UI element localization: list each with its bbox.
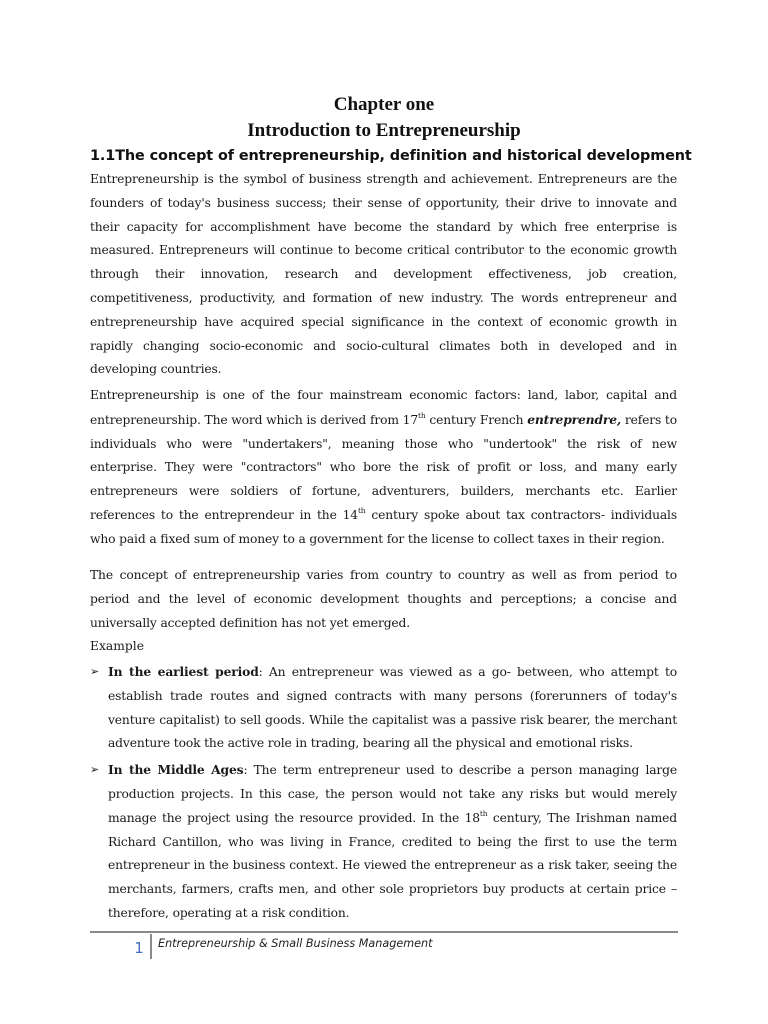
paragraph-2-text-d: century spoke about tax contractors- individuals who paid a fixed sum of money to a government for the license to collect taxes in their region.	[90, 507, 677, 546]
list-item-separator: :	[243, 763, 254, 778]
chapter-subtitle: Introduction to Entrepreneurship	[247, 120, 521, 141]
list-item-lead: In the Middle Ages	[108, 762, 244, 778]
list-item-text	[108, 758, 677, 926]
arrow-bullet-icon: ➢	[90, 763, 100, 777]
chapter-title: Chapter one	[333, 94, 435, 115]
list-item-body-a: The term entrepreneur used to describe a person managing large production projects. In this case, the person would not take any risks but would merely manage the project using the resource provided. In the 18	[108, 763, 677, 825]
paragraph-1: Entrepreneurship is the symbol of business strength and achievement. Entrepreneurs are the founders of today's business success; their sense of opportunity, their drive to innovate and their capacity for accomplishment have become the standard by which free enterprise is measured. Entrepreneurs will continue to become critical contributor to the economic growth through their innovation, research and development effectiveness, job creation, competitiveness, productivity, and formation of new industry. The words entrepreneur and entrepreneurship have acquired special significance in the context of economic growth in rapidly changing socio-economic and socio-cultural climates both in developed and in developing countries.	[90, 172, 677, 377]
running-title: Entrepreneurship & Small Business Management	[158, 937, 433, 950]
paragraph-2-text-b: century French	[425, 412, 528, 427]
superscript: th	[479, 808, 488, 818]
example-label: Example	[90, 639, 144, 653]
superscript: th	[357, 505, 366, 515]
paragraph-2	[90, 384, 677, 552]
arrow-bullet-icon: ➢	[90, 665, 100, 678]
superscript: th	[418, 410, 426, 420]
section-heading: 1.1The concept of entrepreneurship, definition and historical development	[90, 148, 692, 164]
list-item-separator: :	[258, 665, 269, 679]
paragraph-3: The concept of entrepreneurship varies from country to country as well as from period to period and the level of economic development thoughts and perceptions; a concise and universally accepted definition has not yet emerged.	[90, 568, 677, 630]
list-item	[90, 660, 677, 756]
page-number: 1	[134, 939, 144, 957]
foreign-term: entreprendre,	[527, 411, 622, 427]
footer-rule	[90, 931, 678, 933]
bullet-list	[90, 660, 677, 926]
list-item-text	[108, 660, 677, 756]
footer-divider	[150, 934, 152, 959]
list-item-body: An entrepreneur was viewed as a go- between, who attempt to establish trade routes and signed contracts with many persons (forerunners of today's venture capitalist) to sell goods. While the capitalist was a passive risk bearer, the merchant adventure took the active role in trading, bearing all the physical and emotional risks.	[108, 665, 677, 751]
list-item	[90, 758, 677, 926]
paragraph-2-text-a: Entrepreneurship is one of the four mainstream economic factors: land, labor, capital and entrepreneurship. The word which is derived from 17	[90, 388, 677, 427]
list-item-body-b: century, The Irishman named Richard Cantillon, who was living in France, credited to being the first to use the term entrepreneur in the business context. He viewed the entrepreneur as a risk taker, seeing the merchants, farmers, crafts men, and other sole proprietors buy products at certain price – therefore, operating at a risk condition.	[108, 810, 677, 920]
list-item-lead: In the earliest period	[108, 664, 259, 679]
paragraph-2-text-c: refers to individuals who were "undertakers", meaning those who "undertook" the risk of new enterprise. They were "contractors" who bore the risk of profit or loss, and many early entrepreneurs were soldiers of fortune, adventurers, builders, merchants etc. Earlier references to the entreprendeur in the 14	[90, 412, 677, 522]
